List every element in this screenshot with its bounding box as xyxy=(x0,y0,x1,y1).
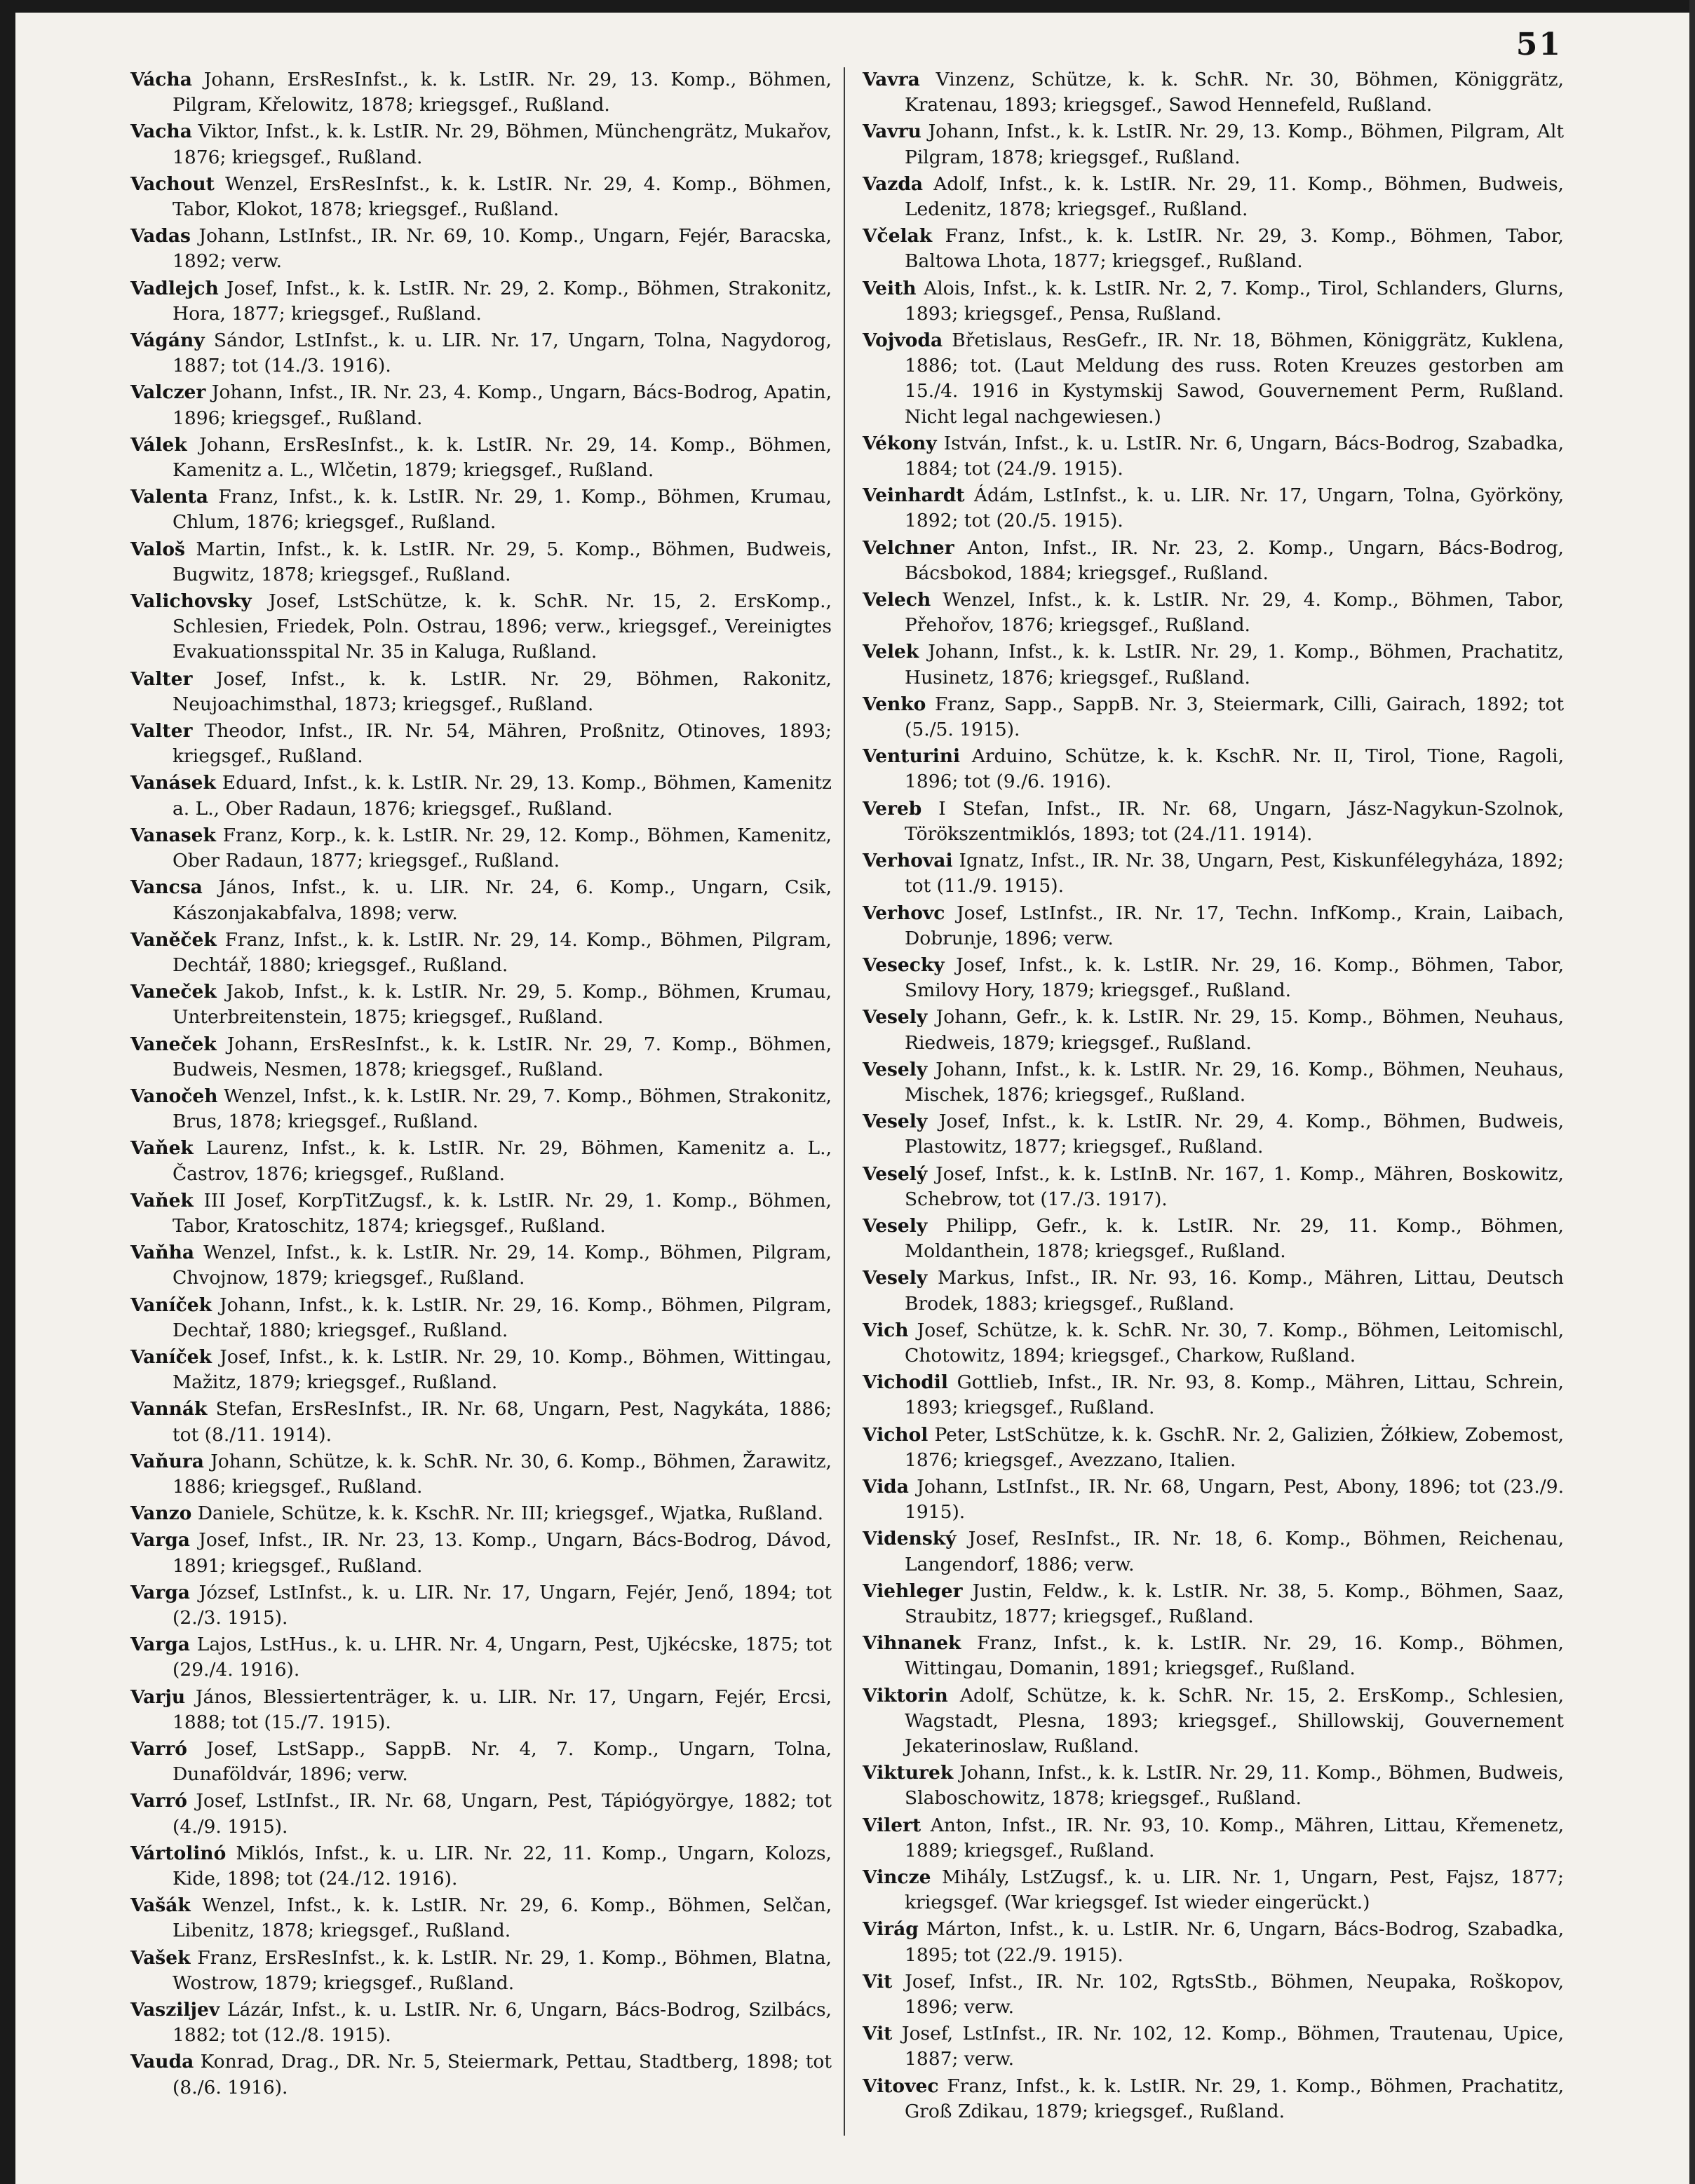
left-column xyxy=(130,67,832,2102)
register-entry xyxy=(863,692,1564,742)
entry-surname: Vesecky xyxy=(863,954,945,976)
entry-surname: Vaněček xyxy=(130,928,217,951)
entry-details: Daniele, Schütze, k. k. KschR. Nr. III; kriegsgef., Wjatka, Rußland. xyxy=(197,1503,824,1525)
entry-details: Josef, Infst., k. k. LstIR. Nr. 29, 16. Komp., Böhmen, Tabor, Smilovy Hory, 1879; kriegsgef., Rußland. xyxy=(905,954,1564,1002)
register-entry xyxy=(863,796,1564,847)
register-entry xyxy=(130,928,832,978)
entry-details: Josef, Infst., k. k. LstIR. Nr. 29, 2. Komp., Böhmen, Strakonitz, Hora, 1877; kriegsgef., Rußland. xyxy=(173,277,832,325)
entry-details: Gottlieb, Infst., IR. Nr. 93, 8. Komp., Mähren, Littau, Schrein, 1893; kriegsgef., Rußland. xyxy=(905,1371,1564,1419)
entry-surname: Vit xyxy=(863,1970,893,1993)
entry-surname: Vilert xyxy=(863,1814,921,1836)
entry-details: Stefan, ErsResInfst., IR. Nr. 68, Ungarn, Pest, Nagykáta, 1886; tot (8./11. 1914). xyxy=(173,1398,832,1446)
entry-details: Josef, LstInfst., IR. Nr. 68, Ungarn, Pest, Tápiógyörgye, 1882; tot (4./9. 1915). xyxy=(173,1790,832,1838)
entry-details: Lajos, LstHus., k. u. LHR. Nr. 4, Ungarn, Pest, Ujkécske, 1875; tot (29./4. 1916). xyxy=(173,1634,832,1681)
entry-surname: Vesely xyxy=(863,1267,928,1289)
entry-details: Konrad, Drag., DR. Nr. 5, Steiermark, Pettau, Stadtberg, 1898; tot (8./6. 1916). xyxy=(173,2051,832,2098)
entry-surname: Vaňura xyxy=(130,1450,204,1472)
entry-surname: Vašek xyxy=(130,1946,191,1969)
entry-surname: Vesely xyxy=(863,1214,928,1237)
entry-surname: Vanasek xyxy=(130,824,216,846)
entry-details: Johann, Gefr., k. k. LstIR. Nr. 29, 15. Komp., Böhmen, Neuhaus, Riedweis, 1879; kriegsgef., Rußland. xyxy=(905,1006,1564,1054)
register-entry xyxy=(863,536,1564,586)
right-column xyxy=(863,67,1564,2126)
entry-details: Johann, Infst., k. k. LstIR. Nr. 29, 11. Komp., Böhmen, Budweis, Slaboschowitz, 1878; kriegsgef., Rußland. xyxy=(905,1762,1564,1810)
scan-border-right xyxy=(1689,0,1695,2184)
entry-surname: Vaníček xyxy=(130,1294,212,1316)
register-entry xyxy=(863,67,1564,118)
entry-details: Johann, LstInfst., IR. Nr. 69, 10. Komp., Ungarn, Fejér, Baracska, 1892; verw. xyxy=(173,225,832,273)
entry-surname: Varga xyxy=(130,1581,190,1603)
entry-details: Arduino, Schütze, k. k. KschR. Nr. II, Tirol, Tione, Ragoli, 1896; tot (9./6. 1916). xyxy=(905,745,1564,793)
entry-details: Ignatz, Infst., IR. Nr. 38, Ungarn, Pest, Kiskunfélegyháza, 1892; tot (11./9. 1915). xyxy=(905,850,1564,897)
register-entry xyxy=(863,431,1564,482)
entry-details: Franz, Sapp., SappB. Nr. 3, Steiermark, Cilli, Gairach, 1892; tot (5./5. 1915). xyxy=(905,693,1564,741)
entry-details: Johann, Infst., k. k. LstIR. Nr. 29, 16. Komp., Böhmen, Neuhaus, Mischek, 1876; kriegsgef., Rußland. xyxy=(905,1058,1564,1106)
register-entry xyxy=(863,1005,1564,1055)
entry-surname: Vaňek xyxy=(130,1189,194,1212)
register-entry xyxy=(130,67,832,118)
entry-surname: Vacha xyxy=(130,121,192,143)
register-entry xyxy=(863,2074,1564,2124)
register-entry xyxy=(130,2049,832,2100)
entry-details: Josef, Infst., k. k. LstIR. Nr. 29, 4. Komp., Böhmen, Budweis, Plastowitz, 1877; kriegsgef., Rußland. xyxy=(905,1111,1564,1158)
register-entry xyxy=(130,484,832,535)
entry-details: Peter, LstSchütze, k. k. GschR. Nr. 2, Galizien, Żółkiew, Zobemost, 1876; kriegsgef., Avezzano, Italien. xyxy=(905,1423,1564,1471)
register-entry xyxy=(863,744,1564,794)
entry-details: Wenzel, Infst., k. k. LstIR. Nr. 29, 4. Komp., Böhmen, Tabor, Přehořov, 1876; kriegsgef., Rußland. xyxy=(905,589,1564,637)
register-entry xyxy=(130,1998,832,2048)
entry-surname: Vesely xyxy=(863,1058,928,1080)
entry-details: Miklós, Infst., k. u. LIR. Nr. 22, 11. Komp., Ungarn, Kolozs, Kide, 1898; tot (24./12. 1916). xyxy=(173,1842,832,1890)
entry-surname: Velek xyxy=(863,641,919,663)
entry-surname: Vitovec xyxy=(863,2075,939,2097)
register-entry xyxy=(130,172,832,222)
register-entry xyxy=(863,224,1564,274)
entry-details: János, Blessiertenträger, k. u. LIR. Nr. 17, Ungarn, Fejér, Ercsi, 1888; tot (15./7. 1915). xyxy=(173,1686,832,1733)
register-entry xyxy=(863,953,1564,1003)
entry-details: Franz, Infst., k. k. LstIR. Nr. 29, 3. Komp., Böhmen, Tabor, Baltowa Lhota, 1877; kriegsgef., Rußland. xyxy=(905,225,1564,273)
entry-details: Josef, Schütze, k. k. SchR. Nr. 30, 7. Komp., Böhmen, Leitomischl, Chotowitz, 1894; kriegsgef., Charkow, Rußland. xyxy=(905,1319,1564,1366)
entry-details: Viktor, Infst., k. k. LstIR. Nr. 29, Böhmen, Münchengrätz, Mukařov, 1876; kriegsgef., Rußland. xyxy=(173,121,832,168)
entry-surname: Vanásek xyxy=(130,772,216,794)
entry-details: Josef, Infst., k. k. LstInB. Nr. 167, 1. Komp., Mähren, Boskowitz, Schebrow, tot (17./3. 1917). xyxy=(905,1162,1564,1210)
entry-surname: Veinhardt xyxy=(863,484,965,507)
entry-details: Wenzel, ErsResInfst., k. k. LstIR. Nr. 29, 4. Komp., Böhmen, Tabor, Klokot, 1878; kriegsgef., Rußland. xyxy=(173,172,832,221)
register-entry xyxy=(863,1917,1564,1967)
register-entry xyxy=(863,1526,1564,1577)
register-entry xyxy=(863,848,1564,899)
register-entry xyxy=(130,119,832,170)
entry-surname: Varró xyxy=(130,1738,187,1760)
register-entry xyxy=(863,1813,1564,1864)
register-entry xyxy=(130,1632,832,1683)
register-entry xyxy=(130,276,832,327)
scan-border-left xyxy=(0,0,15,2184)
entry-details: Philipp, Gefr., k. k. LstIR. Nr. 29, 11. Komp., Böhmen, Moldanthein, 1878; kriegsgef., Rußland. xyxy=(905,1214,1564,1263)
register-entry xyxy=(863,1162,1564,1212)
entry-surname: Virág xyxy=(863,1918,919,1941)
entry-surname: Vachout xyxy=(130,172,215,195)
entry-surname: Vadas xyxy=(130,225,191,247)
register-entry xyxy=(863,1969,1564,2020)
entry-surname: Vaneček xyxy=(130,981,217,1003)
register-entry xyxy=(863,901,1564,951)
entry-surname: Vida xyxy=(863,1475,909,1498)
entry-surname: Vaníček xyxy=(130,1345,212,1368)
entry-details: Břetislaus, ResGefr., IR. Nr. 18, Böhmen, Königgrätz, Kuklena, 1886; tot. (Laut Meldung des russ. Roten Kreuzes gestorben am 15./4. 1916 in Kystymskij Sawod, Gouvernement Perm, Rußland. Nicht legal nachgewiesen.) xyxy=(905,330,1564,428)
entry-surname: Vihnanek xyxy=(863,1632,961,1655)
entry-details: Josef, Infst., IR. Nr. 23, 13. Komp., Ungarn, Bács-Bodrog, Dávod, 1891; kriegsgef., Rußland. xyxy=(173,1529,832,1577)
scan-border-top xyxy=(0,0,1695,13)
entry-details: István, Infst., k. u. LstIR. Nr. 6, Ungarn, Bács-Bodrog, Szabadka, 1884; tot (24./9. 1915). xyxy=(905,432,1564,480)
entry-surname: Viehleger xyxy=(863,1580,963,1602)
register-entry xyxy=(863,1266,1564,1316)
entry-surname: Vágány xyxy=(130,330,205,352)
entry-surname: Valichovsky xyxy=(130,590,252,613)
entry-details: Mihály, LstZugsf., k. u. LIR. Nr. 1, Ungarn, Pest, Fajsz, 1877; kriegsgef. (War kriegsgef. Ist wieder eingerückt.) xyxy=(905,1866,1564,1914)
entry-details: Franz, Infst., k. k. LstIR. Nr. 29, 14. Komp., Böhmen, Pilgram, Dechtář, 1880; kriegsgef., Rußland. xyxy=(173,928,832,976)
register-entry xyxy=(130,589,832,665)
entry-surname: Viktorin xyxy=(863,1684,948,1707)
entry-details: Johann, Infst., k. k. LstIR. Nr. 29, 16. Komp., Böhmen, Pilgram, Dechtař, 1880; kriegsgef., Rußland. xyxy=(173,1294,832,1341)
register-entry xyxy=(863,1865,1564,1915)
column-divider xyxy=(844,67,845,2136)
entry-surname: Vasziljev xyxy=(130,1999,220,2021)
register-entry xyxy=(130,1893,832,1944)
entry-details: Johann, LstInfst., IR. Nr. 68, Ungarn, Pest, Abony, 1896; tot (23./9. 1915). xyxy=(905,1475,1564,1524)
entry-details: Alois, Infst., k. k. LstIR. Nr. 2, 7. Komp., Tirol, Schlanders, Glurns, 1893; kriegsgef., Pensa, Rußland. xyxy=(905,277,1564,325)
entry-surname: Vannák xyxy=(130,1398,208,1420)
entry-details: Josef, LstInfst., IR. Nr. 17, Techn. InfKomp., Krain, Laibach, Dobrunje, 1896; verw. xyxy=(905,902,1564,949)
entry-surname: Valter xyxy=(130,720,193,742)
entry-surname: Včelak xyxy=(863,225,933,247)
entry-details: Márton, Infst., k. u. LstIR. Nr. 6, Ungarn, Bács-Bodrog, Szabadka, 1895; tot (22./9. 1915). xyxy=(905,1918,1564,1966)
entry-details: Johann, ErsResInfst., k. k. LstIR. Nr. 29, 14. Komp., Böhmen, Kamenitz a. L., Wlčetin, 1879; kriegsgef., Rußland. xyxy=(173,433,832,482)
entry-surname: Venko xyxy=(863,693,926,715)
entry-details: Josef, LstInfst., IR. Nr. 102, 12. Komp., Böhmen, Trautenau, Upice, 1887; verw. xyxy=(901,2023,1564,2070)
register-entry xyxy=(130,979,832,1030)
entry-surname: Vanzo xyxy=(130,1503,192,1525)
register-entry xyxy=(130,1345,832,1395)
entry-details: Johann, Infst., k. k. LstIR. Nr. 29, 13. Komp., Böhmen, Pilgram, Alt Pilgram, 1878; kriegsgef., Rußland. xyxy=(905,121,1564,168)
entry-surname: Vanočeh xyxy=(130,1085,218,1107)
register-entry xyxy=(863,2021,1564,2072)
register-entry xyxy=(130,1789,832,1839)
entry-details: Johann, ErsResInfst., k. k. LstIR. Nr. 29, 13. Komp., Böhmen, Pilgram, Křelowitz, 1878; kriegsgef., Rußland. xyxy=(173,69,832,116)
entry-surname: Varju xyxy=(130,1686,186,1708)
register-entry xyxy=(863,172,1564,222)
entry-details: Josef, Infst., IR. Nr. 102, RgtsStb., Böhmen, Neupaka, Roškopov, 1896; verw. xyxy=(905,1970,1564,2019)
entry-details: János, Infst., k. u. LIR. Nr. 24, 6. Komp., Ungarn, Csik, Kászonjakabfalva, 1898; verw. xyxy=(173,876,832,924)
entry-surname: Varró xyxy=(130,1790,187,1812)
entry-surname: Vaňha xyxy=(130,1242,195,1264)
entry-surname: Vojvoda xyxy=(863,330,943,352)
entry-details: Wenzel, Infst., k. k. LstIR. Nr. 29, 6. Komp., Böhmen, Selčan, Libenitz, 1878; kriegsgef., Rußland. xyxy=(173,1894,832,1942)
entry-surname: Verhovc xyxy=(863,902,945,924)
register-entry xyxy=(130,537,832,588)
register-entry xyxy=(130,1528,832,1578)
entry-surname: Verhovai xyxy=(863,850,953,872)
register-entry xyxy=(863,639,1564,690)
entry-details: I Stefan, Infst., IR. Nr. 68, Ungarn, Jász-Nagykun-Szolnok, Törökszentmiklós, 1893; tot (24./11. 1914). xyxy=(905,797,1564,845)
entry-surname: Vadlejch xyxy=(130,277,219,299)
entry-surname: Vit xyxy=(863,2023,893,2045)
register-entry xyxy=(130,1580,832,1631)
entry-details: Franz, Infst., k. k. LstIR. Nr. 29, 16. Komp., Böhmen, Wittingau, Domanin, 1891; kriegsgef., Rußland. xyxy=(905,1632,1564,1680)
entry-details: Johann, Schütze, k. k. SchR. Nr. 30, 6. Komp., Böhmen, Žarawitz, 1886; kriegsgef., Rußland. xyxy=(173,1450,832,1498)
register-entry xyxy=(130,433,832,483)
register-entry xyxy=(130,1136,832,1186)
entry-surname: Varga xyxy=(130,1529,190,1552)
register-entry xyxy=(863,1423,1564,1473)
entry-surname: Vácha xyxy=(130,69,192,90)
entry-details: Jakob, Infst., k. k. LstIR. Nr. 29, 5. Komp., Böhmen, Krumau, Unterbreitenstein, 1875; kriegsgef., Rußland. xyxy=(173,981,832,1029)
register-entry xyxy=(130,1240,832,1291)
entry-surname: Vavru xyxy=(863,121,921,143)
register-entry xyxy=(130,875,832,925)
register-entry xyxy=(130,1737,832,1787)
entry-surname: Vesely xyxy=(863,1006,928,1029)
entry-details: Franz, Infst., k. k. LstIR. Nr. 29, 1. Komp., Böhmen, Krumau, Chlum, 1876; kriegsgef., Rußland. xyxy=(173,486,832,534)
register-entry xyxy=(130,771,832,821)
entry-details: Josef, ResInfst., IR. Nr. 18, 6. Komp., Böhmen, Reichenau, Langendorf, 1886; verw. xyxy=(905,1528,1564,1575)
entry-details: Josef, LstSchütze, k. k. SchR. Nr. 15, 2. ErsKomp., Schlesien, Friedek, Poln. Ostrau, 1896; verw., kriegsgef., Vereinigtes Evakuationsspital Nr. 35 in Kaluga, Rußland. xyxy=(173,590,832,663)
entry-surname: Velchner xyxy=(863,536,954,559)
register-entry xyxy=(130,1293,832,1343)
register-entry xyxy=(863,276,1564,327)
entry-surname: Velech xyxy=(863,589,931,611)
entry-surname: Valczer xyxy=(130,381,206,404)
entry-surname: Valenta xyxy=(130,486,208,508)
entry-details: Theodor, Infst., IR. Nr. 54, Mähren, Proßnitz, Otinoves, 1893; kriegsgef., Rußland. xyxy=(173,720,832,768)
register-entry xyxy=(863,483,1564,534)
entry-surname: Vašák xyxy=(130,1894,191,1917)
entry-surname: Vich xyxy=(863,1319,909,1341)
entry-details: Franz, ErsResInfst., k. k. LstIR. Nr. 29, 1. Komp., Böhmen, Blatna, Wostrow, 1879; kriegsgef., Rußland. xyxy=(173,1946,832,1994)
entry-details: Markus, Infst., IR. Nr. 93, 16. Komp., Mähren, Littau, Deutsch Brodek, 1883; kriegsgef., Rußland. xyxy=(905,1267,1564,1315)
entry-surname: Vazda xyxy=(863,172,924,195)
entry-details: Ádám, LstInfst., k. u. LIR. Nr. 17, Ungarn, Tolna, Györköny, 1892; tot (20./5. 1915). xyxy=(905,484,1564,532)
entry-surname: Vauda xyxy=(130,2051,194,2073)
entry-details: Vinzenz, Schütze, k. k. SchR. Nr. 30, Böhmen, Königgrätz, Kratenau, 1893; kriegsgef., Sawod Hennefeld, Rußland. xyxy=(905,69,1564,116)
register-entry xyxy=(130,1449,832,1500)
register-entry xyxy=(863,1683,1564,1760)
entry-surname: Videnský xyxy=(863,1528,957,1550)
register-entry xyxy=(130,823,832,874)
page-number: 51 xyxy=(1515,27,1562,62)
entry-surname: Vékony xyxy=(863,432,937,454)
entry-details: József, LstInfst., k. u. LIR. Nr. 17, Ungarn, Fejér, Jenő, 1894; tot (2./3. 1915). xyxy=(173,1581,832,1629)
entry-details: Johann, Infst., k. k. LstIR. Nr. 29, 1. Komp., Böhmen, Prachatitz, Husinetz, 1876; kriegsgef., Rußland. xyxy=(905,641,1564,689)
entry-surname: Vereb xyxy=(863,797,922,820)
entry-details: Johann, Infst., IR. Nr. 23, 4. Komp., Ungarn, Bács-Bodrog, Apatin, 1896; kriegsgef., Rußland. xyxy=(173,381,832,429)
entry-details: Johann, ErsResInfst., k. k. LstIR. Nr. 29, 7. Komp., Böhmen, Budweis, Nesmen, 1878; kriegsgef., Rußland. xyxy=(173,1033,832,1080)
register-entry xyxy=(130,1188,832,1239)
entry-details: Anton, Infst., IR. Nr. 23, 2. Komp., Ungarn, Bács-Bodrog, Bácsbokod, 1884; kriegsgef., Rußland. xyxy=(905,536,1564,584)
entry-details: Franz, Infst., k. k. LstIR. Nr. 29, 1. Komp., Böhmen, Prachatitz, Groß Zdikau, 1879; kriegsgef., Rußland. xyxy=(905,2075,1564,2122)
register-entry xyxy=(130,1397,832,1447)
entry-surname: Vesely xyxy=(863,1111,928,1133)
register-entry xyxy=(130,1032,832,1083)
entry-surname: Vaneček xyxy=(130,1033,217,1055)
entry-surname: Veselý xyxy=(863,1162,928,1185)
entry-details: Josef, LstSapp., SappB. Nr. 4, 7. Komp., Ungarn, Tolna, Dunaföldvár, 1896; verw. xyxy=(173,1738,832,1786)
register-entry xyxy=(863,1370,1564,1420)
entry-surname: Valoš xyxy=(130,538,185,560)
entry-details: Wenzel, Infst., k. k. LstIR. Nr. 29, 14. Komp., Böhmen, Pilgram, Chvojnow, 1879; kriegsgef., Rußland. xyxy=(173,1242,832,1289)
entry-details: Eduard, Infst., k. k. LstIR. Nr. 29, 13. Komp., Böhmen, Kamenitz a. L., Ober Radaun, 1876; kriegsgef., Rußland. xyxy=(173,772,832,820)
entry-details: Lázár, Infst., k. u. LstIR. Nr. 6, Ungarn, Bács-Bodrog, Szilbács, 1882; tot (12./8. 1915). xyxy=(173,1999,832,2047)
entry-details: Adolf, Schütze, k. k. SchR. Nr. 15, 2. ErsKomp., Schlesien, Wagstadt, Plesna, 1893; kriegsgef., Shillowskij, Gouvernement Jekaterinoslaw, Rußland. xyxy=(905,1684,1564,1757)
register-entry xyxy=(130,328,832,379)
register-entry xyxy=(130,1946,832,1996)
register-entry xyxy=(130,719,832,769)
entry-surname: Vancsa xyxy=(130,876,203,899)
register-entry xyxy=(863,1057,1564,1108)
register-entry xyxy=(130,380,832,430)
entry-details: Martin, Infst., k. k. LstIR. Nr. 29, 5. Komp., Böhmen, Budweis, Bugwitz, 1878; kriegsgef., Rußland. xyxy=(173,538,832,585)
entry-details: Laurenz, Infst., k. k. LstIR. Nr. 29, Böhmen, Kamenitz a. L., Častrov, 1876; kriegsgef., Rußland. xyxy=(173,1137,832,1185)
register-entry xyxy=(863,588,1564,638)
entry-surname: Vichol xyxy=(863,1423,928,1446)
register-entry xyxy=(130,1501,832,1526)
register-entry xyxy=(863,1579,1564,1629)
entry-details: Anton, Infst., IR. Nr. 93, 10. Komp., Mähren, Littau, Křemenetz, 1889; kriegsgef., Rußland. xyxy=(905,1814,1564,1861)
entry-surname: Veith xyxy=(863,277,917,299)
register-entry xyxy=(863,1631,1564,1681)
entry-details: III Josef, KorpTitZugsf., k. k. LstIR. Nr. 29, 1. Komp., Böhmen, Tabor, Kratoschitz, 1874; kriegsgef., Rußland. xyxy=(173,1189,832,1237)
entry-details: Justin, Feldw., k. k. LstIR. Nr. 38, 5. Komp., Böhmen, Saaz, Straubitz, 1877; kriegsgef., Rußland. xyxy=(905,1580,1564,1627)
entry-surname: Vichodil xyxy=(863,1371,948,1394)
register-entry xyxy=(863,1214,1564,1264)
entry-details: Sándor, LstInfst., k. u. LIR. Nr. 17, Ungarn, Tolna, Nagydorog, 1887; tot (14./3. 1916). xyxy=(173,330,832,377)
entry-details: Adolf, Infst., k. k. LstIR. Nr. 29, 11. Komp., Böhmen, Budweis, Ledenitz, 1878; kriegsgef., Rußland. xyxy=(905,172,1564,221)
entry-surname: Valter xyxy=(130,667,193,690)
entry-surname: Vártolinó xyxy=(130,1842,227,1864)
register-entry xyxy=(863,328,1564,430)
register-entry xyxy=(863,1109,1564,1160)
register-entry xyxy=(130,224,832,274)
register-entry xyxy=(863,1761,1564,1811)
entry-details: Josef, Infst., k. k. LstIR. Nr. 29, 10. Komp., Böhmen, Wittingau, Mažitz, 1879; kriegsgef., Rußland. xyxy=(173,1345,832,1394)
register-entry xyxy=(130,1685,832,1735)
entry-surname: Varga xyxy=(130,1634,190,1656)
entry-surname: Válek xyxy=(130,433,187,456)
register-entry xyxy=(130,667,832,717)
register-entry xyxy=(863,1318,1564,1369)
entry-details: Franz, Korp., k. k. LstIR. Nr. 29, 12. Komp., Böhmen, Kamenitz, Ober Radaun, 1877; kriegsgef., Rußland. xyxy=(173,824,832,872)
register-entry xyxy=(863,1474,1564,1525)
entry-surname: Vavra xyxy=(863,69,920,90)
entry-surname: Vikturek xyxy=(863,1762,954,1784)
entry-surname: Vaňek xyxy=(130,1137,194,1160)
register-entry xyxy=(130,1841,832,1892)
register-entry xyxy=(130,1084,832,1134)
entry-surname: Vincze xyxy=(863,1866,931,1889)
entry-details: Josef, Infst., k. k. LstIR. Nr. 29, Böhmen, Rakonitz, Neujoachimsthal, 1873; kriegsgef., Rußland. xyxy=(173,667,832,715)
entry-surname: Venturini xyxy=(863,745,961,768)
register-entry xyxy=(863,119,1564,170)
entry-details: Wenzel, Infst., k. k. LstIR. Nr. 29, 7. Komp., Böhmen, Strakonitz, Brus, 1878; kriegsgef., Rußland. xyxy=(173,1085,832,1133)
